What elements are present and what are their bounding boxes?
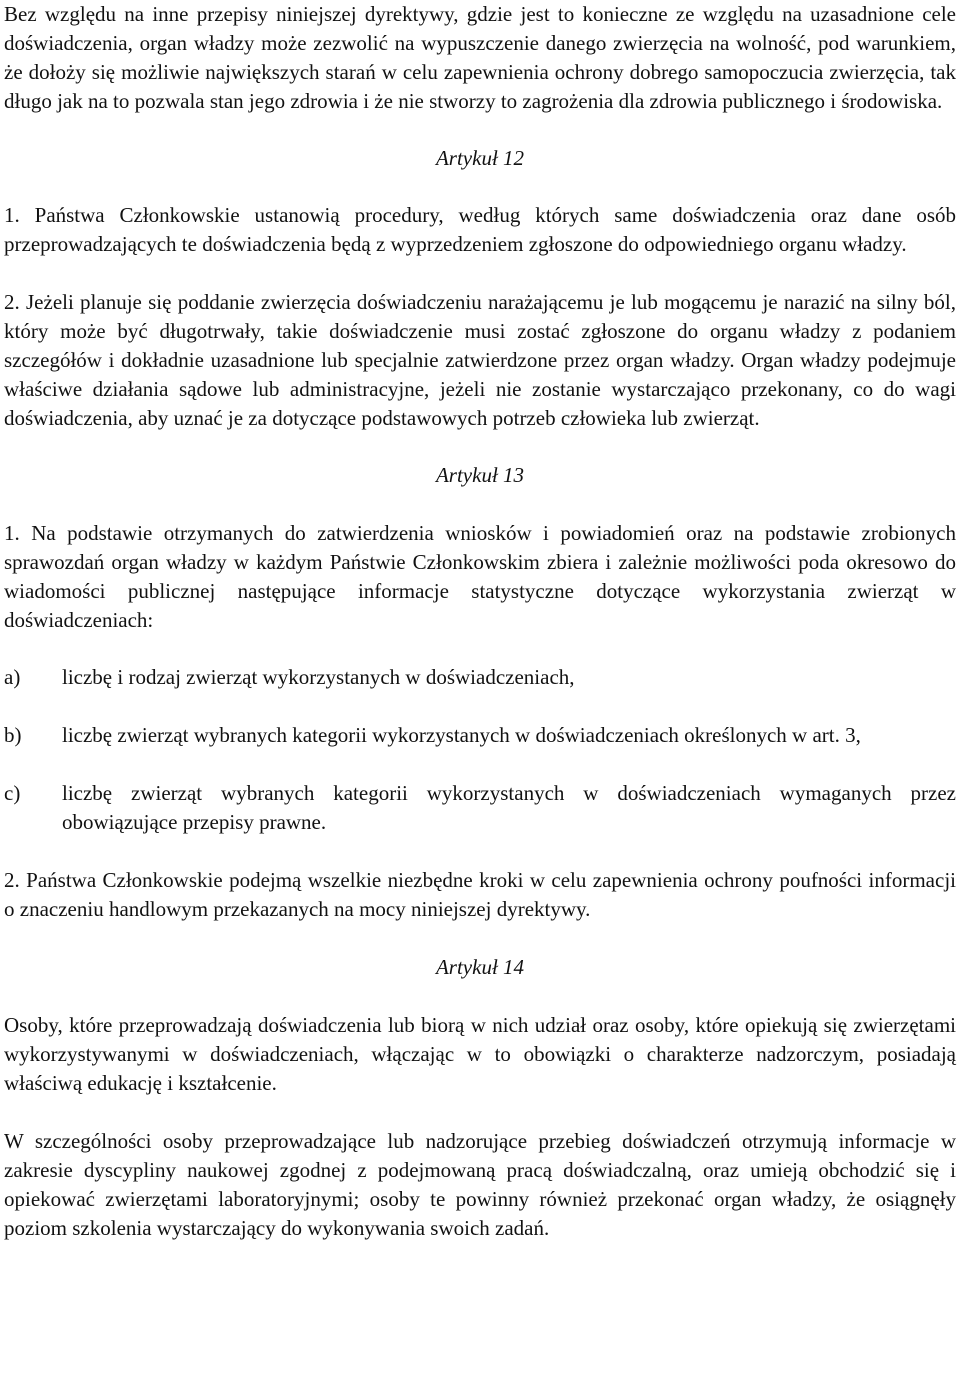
list-item-marker: a): [4, 665, 21, 689]
article-12-heading: Artykuł 12: [435, 146, 525, 170]
list-item-b: [4, 721, 956, 750]
list-item-a: [4, 663, 956, 692]
document-page: [4, 0, 956, 1243]
article-13-heading: Artykuł 13: [435, 463, 525, 487]
article-14-heading: Artykuł 14: [435, 955, 525, 979]
list-item-c: [4, 779, 956, 837]
list-item-marker: b): [4, 723, 22, 747]
list-item-text: liczbę zwierząt wybranych kategorii wykorzystanych w doświadczeniach określonych w art. 3,: [62, 723, 861, 747]
article-13-paragraph-1: 1. Na podstawie otrzymanych do zatwierdzenia wniosków i powiadomień oraz na podstawie zrobionych sprawozdań organ władzy w każdym Państwie Członkowskim zbiera i zależnie możliwości poda okresowo do wiadomości publicznej następujące informacje statystyczne dotyczące wykorzystania zwierząt w doświadczeniach:: [4, 521, 956, 632]
article-14-paragraph-1: Osoby, które przeprowadzają doświadczenia lub biorą w nich udział oraz osoby, które opiekują się zwierzętami wykorzystywanymi w doświadczeniach, włączając w to obowiązki o charakterze nadzorczym, posiadają właściwą edukację i kształcenie.: [4, 1013, 956, 1095]
list-item-marker: c): [4, 781, 21, 805]
article-14-paragraph-2: W szczególności osoby przeprowadzające lub nadzorujące przebieg doświadczeń otrzymują informacje w zakresie dyscypliny naukowej zgodnej z podejmowaną pracą doświadczalną, oraz umieją obchodzić się i opiekować zwierzętami laboratoryjnymi; osoby te powinny również przekonać organ władzy, że osiągnęły poziom szkolenia wystarczający do wykonywania swoich zadań.: [4, 1129, 956, 1240]
article-12-paragraph-1: 1. Państwa Członkowskie ustanowią procedury, według których same doświadczenia oraz dane osób przeprowadzających te doświadczenia będą z wyprzedzeniem zgłoszone do odpowiedniego organu władzy.: [4, 203, 956, 256]
list-item-text: liczbę i rodzaj zwierząt wykorzystanych w doświadczeniach,: [62, 665, 575, 689]
list-item-text: liczbę zwierząt wybranych kategorii wykorzystanych w doświadczeniach wymaganych przez obowiązujące przepisy prawne.: [62, 781, 956, 834]
article-13-paragraph-2: 2. Państwa Członkowskie podejmą wszelkie niezbędne kroki w celu zapewnienia ochrony poufności informacji o znaczeniu handlowym przekazanych na mocy niniejszej dyrektywy.: [4, 868, 956, 921]
article-12-paragraph-2: 2. Jeżeli planuje się poddanie zwierzęcia doświadczeniu narażającemu je lub mogącemu je narazić na silny ból, który może być długotrwały, takie doświadczenie musi zostać zgłoszone do organu władzy z podaniem szczegółów i dokładnie uzasadnione lub specjalnie zatwierdzone przez organ władzy. Organ władzy podejmuje właściwe działania sądowe lub administracyjne, jeżeli nie zostanie wystarczająco przekonany, co do wagi doświadczenia, aby uznać je za dotyczące podstawowych potrzeb człowieka lub zwierząt.: [4, 290, 956, 430]
intro-paragraph: Bez względu na inne przepisy niniejszej dyrektywy, gdzie jest to konieczne ze względu na uzasadnione cele doświadczenia, organ władzy może zezwolić na wypuszczenie danego zwierzęcia na wolność, pod warunkiem, że dołoży się możliwie największych starań w celu zapewnienia ochrony dobrego samopoczucia zwierzęcia, tak długo jak na to pozwala stan jego zdrowia i że nie stworzy to zagrożenia dla zdrowia publicznego i środowiska.: [4, 2, 956, 113]
